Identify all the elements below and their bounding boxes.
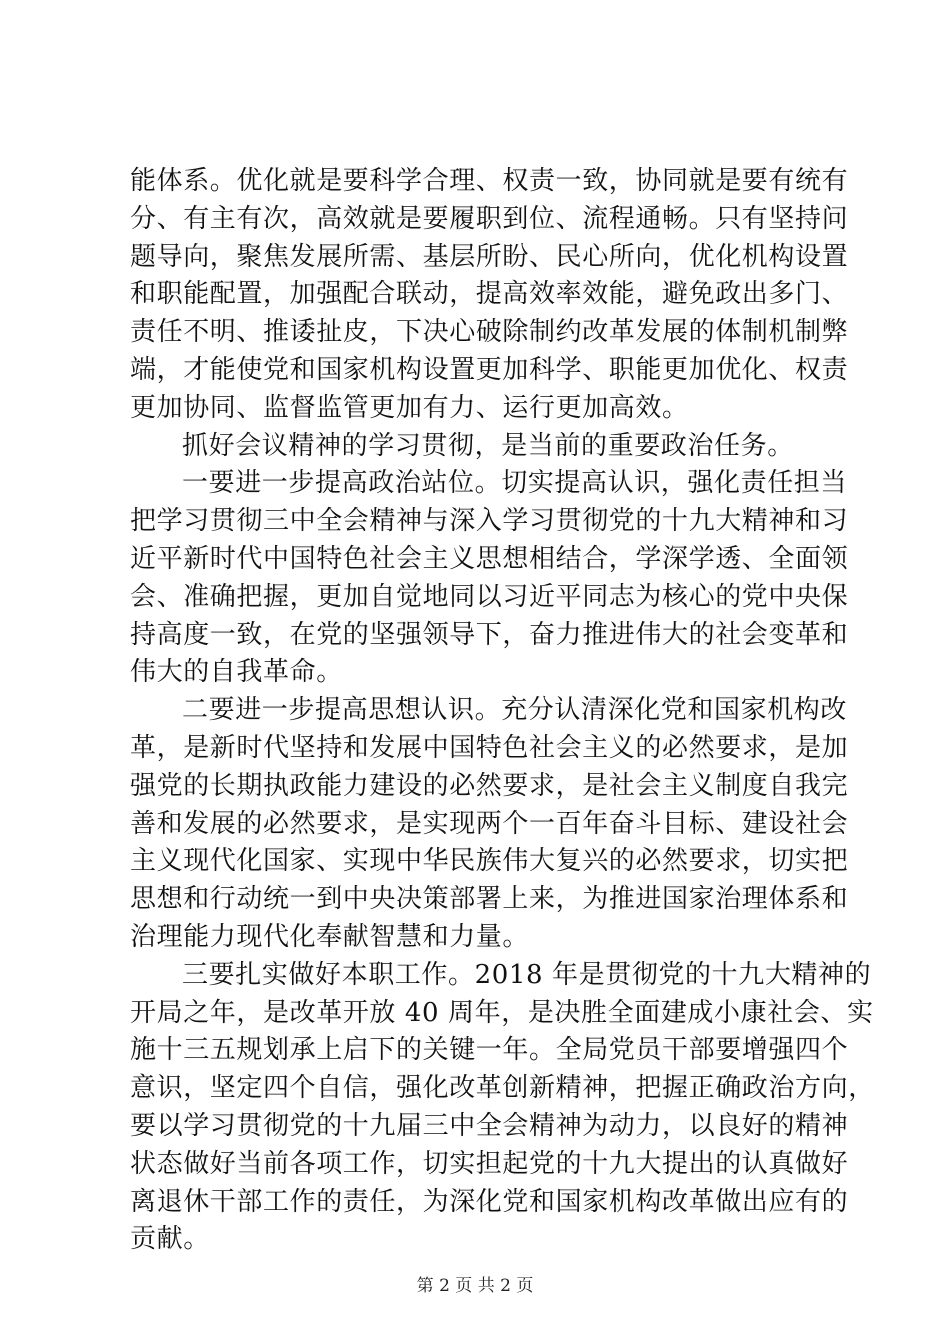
text-line: 端，才能使党和国家机构设置更加科学、职能更加优化、权责: [130, 354, 849, 385]
text-line: 意识，坚定四个自信，强化改革创新精神，把握正确政治方向，: [130, 1073, 875, 1104]
text-line: 更加协同、监督监管更加有力、运行更加高效。: [130, 392, 689, 423]
text-line: 抓好会议精神的学习贯彻，是当前的重要政治任务。: [182, 430, 794, 461]
text-line: 贡献。: [130, 1224, 210, 1255]
text-line: 强党的长期执政能力建设的必然要求，是社会主义制度自我完: [130, 770, 849, 801]
text-line: 主义现代化国家、实现中华民族伟大复兴的必然要求，切实把: [130, 846, 849, 877]
text-line: 善和发展的必然要求，是实现两个一百年奋斗目标、建设社会: [130, 808, 849, 839]
text-line: 和职能配置，加强配合联动，提高效率效能，避免政出多门、: [130, 279, 849, 310]
text-line: 施十三五规划承上启下的关键一年。全局党员干部要增强四个: [130, 1035, 849, 1066]
text-line: 题导向，聚焦发展所需、基层所盼、民心所向，优化机构设置: [130, 241, 849, 272]
text-line: 能体系。优化就是要科学合理、权责一致，协同就是要有统有: [130, 166, 849, 196]
text-line: 把学习贯彻三中全会精神与深入学习贯彻党的十九大精神和习: [130, 506, 849, 537]
text-line: 二要进一步提高思想认识。充分认清深化党和国家机构改: [182, 695, 848, 726]
text-line: 责任不明、推诿扯皮，下决心破除制约改革发展的体制机制弊: [130, 317, 849, 348]
text-line: 持高度一致，在党的坚强领导下，奋力推进伟大的社会变革和: [130, 619, 849, 650]
paragraph: [130, 428, 832, 466]
paragraph: [130, 692, 849, 957]
text-line: 革，是新时代坚持和发展中国特色社会主义的必然要求，是加: [130, 732, 849, 763]
text-line: 开局之年，是改革开放 40 周年，是决胜全面建成小康社会、实: [130, 997, 874, 1028]
text-line: 分、有主有次，高效就是要履职到位、流程通畅。只有坚持问: [130, 203, 849, 234]
paragraph: [130, 465, 849, 692]
text-line: 近平新时代中国特色社会主义思想相结合，学深学透、全面领: [130, 543, 849, 574]
text-line: 会、准确把握，更加自觉地同以习近平同志为核心的党中央保: [130, 581, 849, 612]
paragraph: [130, 163, 849, 428]
text-line: 治理能力现代化奉献智慧和力量。: [130, 921, 530, 952]
text-line: 一要进一步提高政治站位。切实提高认识，强化责任担当: [182, 468, 848, 499]
text-line: 要以学习贯彻党的十九届三中全会精神为动力，以良好的精神: [130, 1110, 849, 1141]
text-line: 思想和行动统一到中央决策部署上来，为推进国家治理体系和: [130, 884, 849, 915]
text-line: 三要扎实做好本职工作。2018 年是贯彻党的十九大精神的: [182, 959, 872, 990]
document-body: [130, 163, 875, 1259]
text-line: 伟大的自我革命。: [130, 657, 343, 688]
paragraph: [130, 957, 875, 1259]
text-line: 离退休干部工作的责任，为深化党和国家机构改革做出应有的: [130, 1186, 849, 1217]
text-line: 状态做好当前各项工作，切实担起党的十九大提出的认真做好: [130, 1148, 849, 1179]
page-number-footer: 第 2 页 共 2 页: [416, 1276, 534, 1296]
